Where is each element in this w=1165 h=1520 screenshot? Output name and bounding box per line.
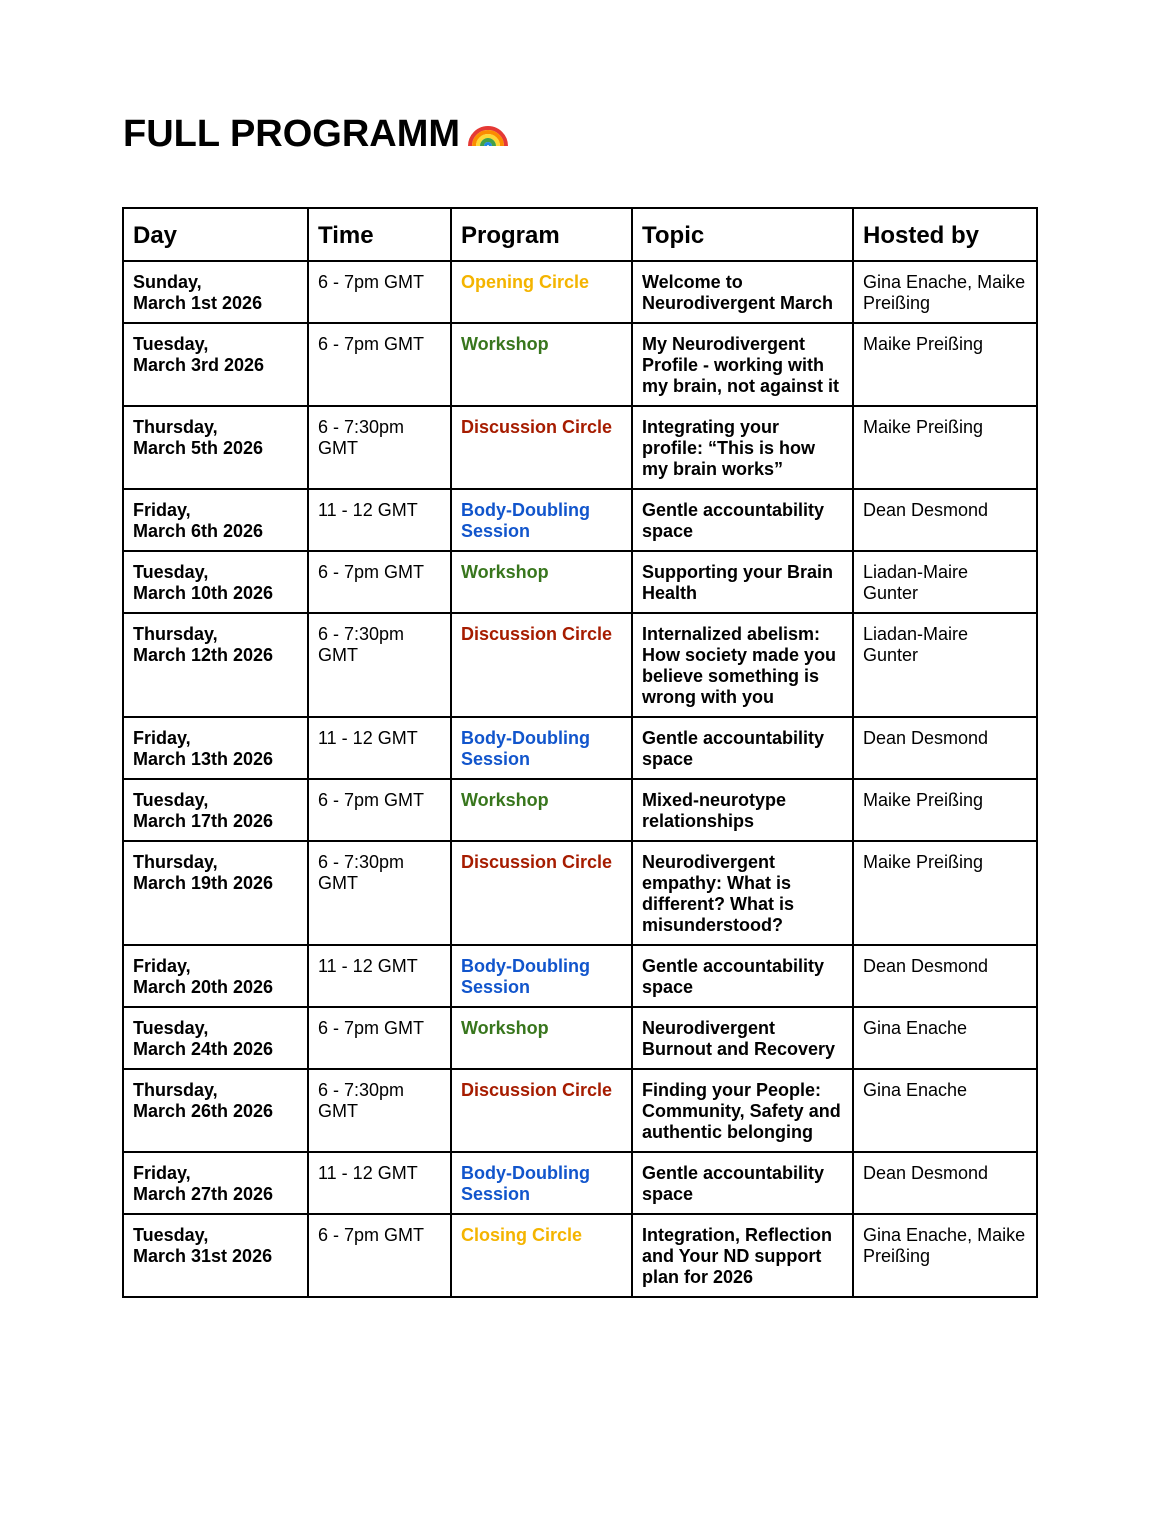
date: March 10th 2026 <box>133 583 274 603</box>
weekday: Tuesday, <box>133 334 209 354</box>
topic-cell: Gentle accountability space <box>632 945 853 1007</box>
host-cell: Dean Desmond <box>853 717 1037 779</box>
time-cell: 11 - 12 GMT <box>308 489 451 551</box>
host-cell: Gina Enache <box>853 1069 1037 1152</box>
topic-cell: Gentle accountability space <box>632 1152 853 1214</box>
table-row <box>123 489 1037 551</box>
host-cell: Maike Preißing <box>853 406 1037 489</box>
weekday: Thursday, <box>133 417 218 437</box>
table-row <box>123 945 1037 1007</box>
topic-cell: My Neurodivergent Profile - working with my brain, not against it <box>632 323 853 406</box>
time-cell: 11 - 12 GMT <box>308 717 451 779</box>
time-cell: 6 - 7:30pm GMT <box>308 1069 451 1152</box>
program-cell: Discussion Circle <box>451 841 632 945</box>
date: March 31st 2026 <box>133 1246 273 1266</box>
day-cell <box>123 406 308 489</box>
table-row <box>123 1152 1037 1214</box>
time-cell: 6 - 7pm GMT <box>308 1007 451 1069</box>
topic-cell: Internalized abelism: How society made you believe something is wrong with you <box>632 613 853 717</box>
date: March 24th 2026 <box>133 1039 274 1059</box>
page-title <box>123 110 510 157</box>
date: March 13th 2026 <box>133 749 274 769</box>
day-cell <box>123 717 308 779</box>
host-cell: Dean Desmond <box>853 1152 1037 1214</box>
weekday: Friday, <box>133 956 191 976</box>
time-cell: 6 - 7pm GMT <box>308 779 451 841</box>
weekday: Thursday, <box>133 624 218 644</box>
time-cell: 6 - 7pm GMT <box>308 551 451 613</box>
topic-cell: Supporting your Brain Health <box>632 551 853 613</box>
host-cell: Liadan-Maire Gunter <box>853 613 1037 717</box>
host-cell: Maike Preißing <box>853 841 1037 945</box>
host-cell: Gina Enache, Maike Preißing <box>853 1214 1037 1297</box>
topic-cell: Neurodivergent Burnout and Recovery <box>632 1007 853 1069</box>
weekday: Tuesday, <box>133 790 209 810</box>
weekday: Thursday, <box>133 1080 218 1100</box>
topic-cell: Welcome to Neurodivergent March <box>632 261 853 323</box>
program-cell: Workshop <box>451 551 632 613</box>
weekday: Tuesday, <box>133 1225 209 1245</box>
host-cell: Liadan-Maire Gunter <box>853 551 1037 613</box>
topic-cell: Finding your People: Community, Safety and authentic belonging <box>632 1069 853 1152</box>
date: March 5th 2026 <box>133 438 264 458</box>
program-cell: Discussion Circle <box>451 406 632 489</box>
program-cell: Workshop <box>451 1007 632 1069</box>
topic-cell: Neurodivergent empathy: What is different? What is misunderstood? <box>632 841 853 945</box>
program-cell: Body-Doubling Session <box>451 717 632 779</box>
weekday: Friday, <box>133 728 191 748</box>
host-cell: Dean Desmond <box>853 489 1037 551</box>
time-cell: 11 - 12 GMT <box>308 945 451 1007</box>
day-cell <box>123 1007 308 1069</box>
program-cell: Body-Doubling Session <box>451 945 632 1007</box>
day-cell <box>123 613 308 717</box>
date: March 27th 2026 <box>133 1184 274 1204</box>
program-cell: Body-Doubling Session <box>451 1152 632 1214</box>
topic-cell: Mixed-neurotype relationships <box>632 779 853 841</box>
table-body <box>123 261 1037 1297</box>
time-cell: 11 - 12 GMT <box>308 1152 451 1214</box>
table-row <box>123 841 1037 945</box>
table-row <box>123 261 1037 323</box>
date: March 1st 2026 <box>133 293 263 313</box>
table-header-row <box>123 208 1037 261</box>
page-title-text: FULL PROGRAMM <box>123 113 461 155</box>
header-day: Day <box>123 208 308 261</box>
date: March 12th 2026 <box>133 645 274 665</box>
day-cell <box>123 551 308 613</box>
time-cell: 6 - 7pm GMT <box>308 261 451 323</box>
day-cell <box>123 945 308 1007</box>
table-row <box>123 551 1037 613</box>
table-row <box>123 1007 1037 1069</box>
header-hosted-by: Hosted by <box>853 208 1037 261</box>
weekday: Sunday, <box>133 272 202 292</box>
day-cell <box>123 489 308 551</box>
date: March 6th 2026 <box>133 521 264 541</box>
time-cell: 6 - 7:30pm GMT <box>308 613 451 717</box>
day-cell <box>123 323 308 406</box>
program-cell: Closing Circle <box>451 1214 632 1297</box>
topic-cell: Integrating your profile: “This is how my brain works” <box>632 406 853 489</box>
table-row <box>123 779 1037 841</box>
time-cell: 6 - 7pm GMT <box>308 1214 451 1297</box>
weekday: Tuesday, <box>133 1018 209 1038</box>
date: March 26th 2026 <box>133 1101 274 1121</box>
program-cell: Body-Doubling Session <box>451 489 632 551</box>
table-row <box>123 1069 1037 1152</box>
host-cell: Dean Desmond <box>853 945 1037 1007</box>
host-cell: Maike Preißing <box>853 323 1037 406</box>
table-row <box>123 323 1037 406</box>
program-cell: Workshop <box>451 779 632 841</box>
weekday: Tuesday, <box>133 562 209 582</box>
time-cell: 6 - 7:30pm GMT <box>308 841 451 945</box>
day-cell <box>123 1152 308 1214</box>
table-row <box>123 406 1037 489</box>
day-cell <box>123 261 308 323</box>
topic-cell: Integration, Reflection and Your ND support plan for 2026 <box>632 1214 853 1297</box>
weekday: Friday, <box>133 500 191 520</box>
date: March 20th 2026 <box>133 977 274 997</box>
topic-cell: Gentle accountability space <box>632 489 853 551</box>
header-topic: Topic <box>632 208 853 261</box>
host-cell: Gina Enache <box>853 1007 1037 1069</box>
program-table <box>122 207 1038 1298</box>
day-cell <box>123 1069 308 1152</box>
date: March 3rd 2026 <box>133 355 265 375</box>
rainbow-icon <box>466 110 510 152</box>
program-cell: Discussion Circle <box>451 613 632 717</box>
header-time: Time <box>308 208 451 261</box>
table-row <box>123 1214 1037 1297</box>
weekday: Friday, <box>133 1163 191 1183</box>
day-cell <box>123 841 308 945</box>
time-cell: 6 - 7:30pm GMT <box>308 406 451 489</box>
table-row <box>123 613 1037 717</box>
date: March 17th 2026 <box>133 811 274 831</box>
header-program: Program <box>451 208 632 261</box>
host-cell: Maike Preißing <box>853 779 1037 841</box>
topic-cell: Gentle accountability space <box>632 717 853 779</box>
time-cell: 6 - 7pm GMT <box>308 323 451 406</box>
date: March 19th 2026 <box>133 873 274 893</box>
day-cell <box>123 1214 308 1297</box>
weekday: Thursday, <box>133 852 218 872</box>
program-cell: Opening Circle <box>451 261 632 323</box>
program-cell: Discussion Circle <box>451 1069 632 1152</box>
host-cell: Gina Enache, Maike Preißing <box>853 261 1037 323</box>
table-row <box>123 717 1037 779</box>
program-cell: Workshop <box>451 323 632 406</box>
day-cell <box>123 779 308 841</box>
